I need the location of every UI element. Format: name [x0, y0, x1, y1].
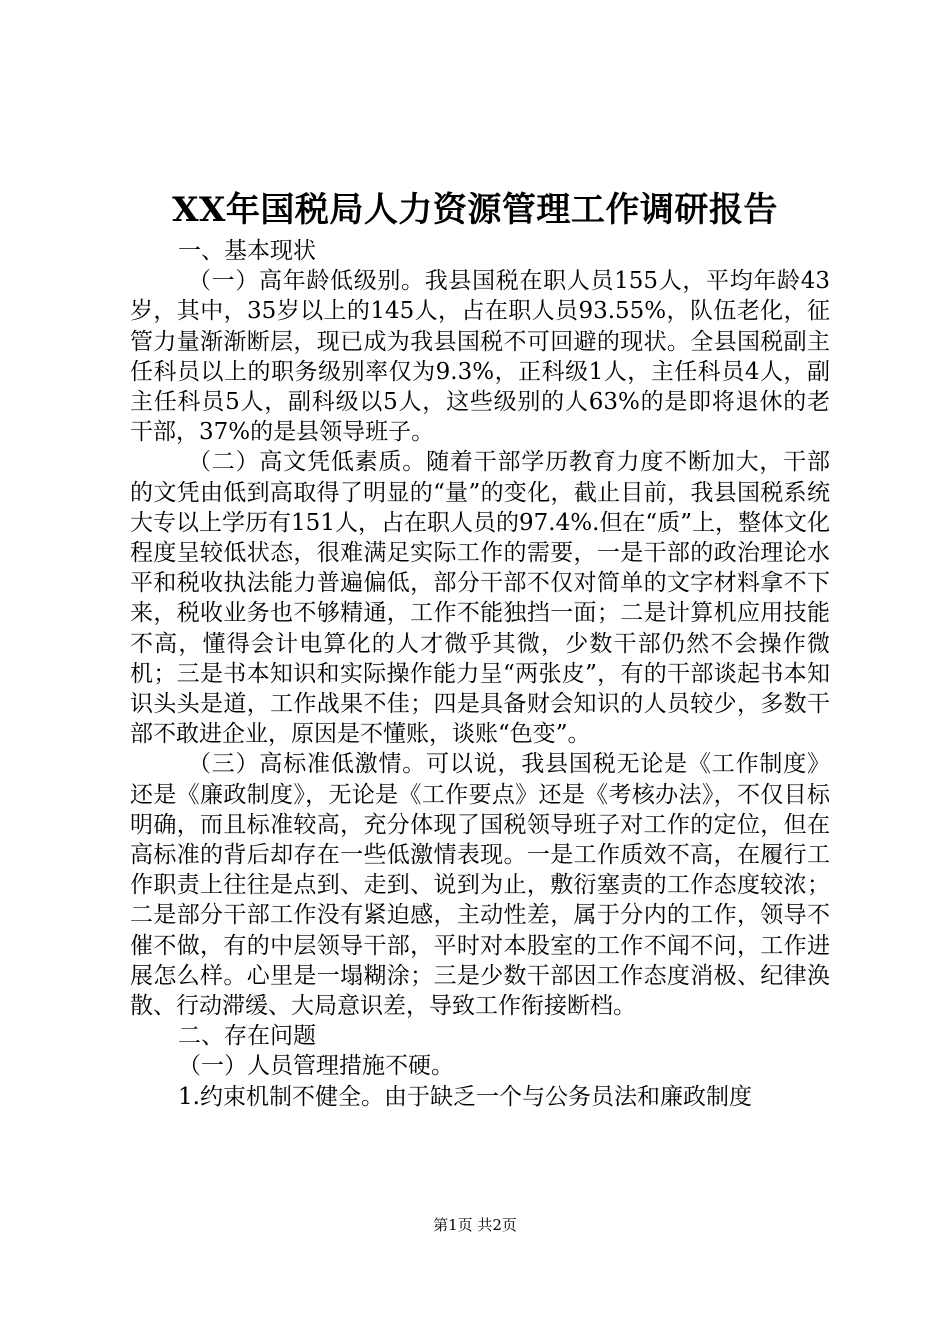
paragraph-standards-motivation: （三）高标准低激情。可以说，我县国税无论是《工作制度》还是《廉政制度》，无论是《工作要点》还是《考核办法》，不仅目标明确，而且标准较高，充分体现了国税领导班子对工作的定位，但在高标准的背后却存在一些低激情表现。一是工作质效不高，在履行工作职责上往往是点到、走到、说到为止，敷衍塞责的工作态度较浓；二是部分干部工作没有紧迫感，主动性差，属于分内的工作，领导不催不做，有的中层领导干部，平时对本股室的工作不闻不问，工作进展怎么样。心里是一塌糊涂；三是少数干部因工作态度消极、纪律涣散、行动滞缓、大局意识差，导致工作衔接断档。	[130, 751, 830, 1020]
paragraph-education-quality: （二）高文凭低素质。随着干部学历教育力度不断加大，干部的文凭由低到高取得了明显的“量”的变化，截止目前，我县国税系统大专以上学历有151人，占在职人员的97.4%.但在“质”上，整体文化程度呈较低状态，很难满足实际工作的需要，一是干部的政治理论水平和税收执法能力普遍偏低，部分干部不仅对简单的文字材料拿不下来，税收业务也不够精通，工作不能独挡一面；二是计算机应用技能不高，懂得会计电算化的人才微乎其微，少数干部仍然不会操作微机；三是书本知识和实际操作能力呈“两张皮”，有的干部谈起书本知识头头是道，工作战果不佳；四是具备财会知识的人员较少，多数干部不敢进企业，原因是不懂账，谈账“色变”。	[130, 449, 830, 748]
document-body	[130, 236, 830, 1112]
section-heading-basic-status: 一、基本现状	[178, 238, 316, 264]
paragraph-constraint-mechanism: 1.约束机制不健全。由于缺乏一个与公务员法和廉政制度	[178, 1083, 752, 1110]
subheading-personnel-management: （一）人员管理措施不硬。	[178, 1053, 454, 1080]
document-title: XX年国税局人力资源管理工作调研报告	[172, 190, 778, 230]
paragraph-age-level: （一）高年龄低级别。我县国税在职人员155人，平均年龄43岁，其中，35岁以上的145人，占在职人员93.55%，队伍老化，征管力量渐渐断层，现已成为我县国税不可回避的现状。全县国税副主任科员以上的职务级别率仅为9.3%，正科级1人，主任科员4人，副主任科员5人，副科级以5人，这些级别的人63%的是即将退休的老干部，37%的是县领导班子。	[130, 268, 830, 446]
section-heading-problems: 二、存在问题	[178, 1023, 316, 1050]
page-footer: 第1页 共2页	[433, 1216, 517, 1234]
